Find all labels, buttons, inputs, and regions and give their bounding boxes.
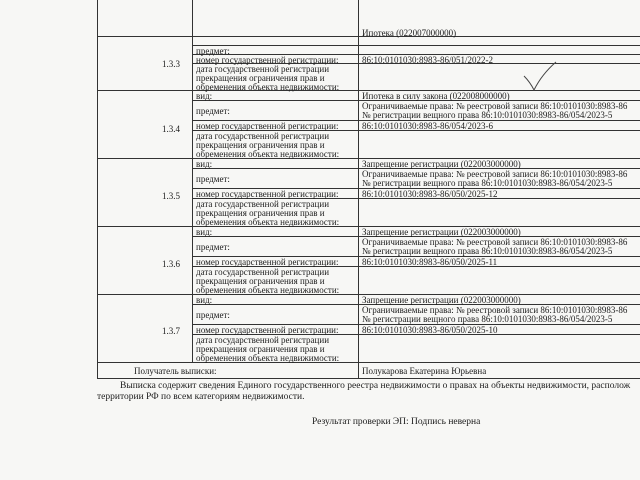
field-value-predmet: Ограничиваемые права: № реестровой записи 86:10:0101030:8983-86 <box>362 305 628 315</box>
field-label-vid: вид: <box>196 91 213 101</box>
field-value-vid: Запрещение регистрации (022003000000) <box>362 159 521 169</box>
field-label-data: прекращения ограничения прав и <box>196 344 325 354</box>
field-label-predmet: предмет: <box>196 174 230 184</box>
section-number: 1.3.3 <box>162 59 180 69</box>
field-label-data: обременения объекта недвижимости: <box>196 217 340 227</box>
field-label-nomer: номер государственной регистрации: <box>196 257 339 267</box>
field-value-predmet: № регистрации вещного права 86:10:0101030:8983-86/054/2023-5 <box>362 110 613 120</box>
field-label-data: дата государственной регистрации <box>196 267 330 277</box>
field-value-predmet: Ограничиваемые права: № реестровой записи 86:10:0101030:8983-86 <box>362 237 628 247</box>
field-value-vid: Запрещение регистрации (022003000000) <box>362 227 521 237</box>
field-label-predmet: предмет: <box>196 46 230 56</box>
field-label-vid: вид: <box>196 159 213 169</box>
field-value-predmet: № регистрации вещного права 86:10:0101030:8983-86/054/2023-5 <box>362 314 613 324</box>
field-label-data: прекращения ограничения прав и <box>196 140 325 150</box>
row-line-recipient <box>97 362 640 363</box>
field-value-nomer: 86:10:0101030:8983-86/051/2022-2 <box>362 55 493 65</box>
section-number: 1.3.4 <box>162 124 180 134</box>
field-label-data: обременения объекта недвижимости: <box>196 149 340 159</box>
recipient-name: Полукарова Екатерина Юрьевна <box>362 366 487 376</box>
signature-check-result: Результат проверки ЭП: Подпись неверна <box>312 417 481 427</box>
field-label-data: прекращения ограничения прав и <box>196 208 325 218</box>
inner-row <box>192 45 640 46</box>
field-label-data: обременения объекта недвижимости: <box>196 353 340 363</box>
field-value-predmet: Ограничиваемые права: № реестровой записи 86:10:0101030:8983-86 <box>362 169 628 179</box>
footer-statement-line1: Выписка содержит сведения Единого государственного реестра недвижимости о правах на объекты недвижимости, располож <box>120 381 631 391</box>
field-label-vid: вид: <box>196 295 213 305</box>
field-label-predmet: предмет: <box>196 242 230 252</box>
field-label-predmet: предмет: <box>196 310 230 320</box>
field-label-data: обременения объекта недвижимости: <box>196 82 340 92</box>
field-value-vid: Ипотека в силу закона (022008000000) <box>362 91 510 101</box>
section-number: 1.3.7 <box>162 326 180 336</box>
field-label-data: дата государственной регистрации <box>196 335 330 345</box>
field-value-predmet: Ограничиваемые права: № реестровой записи 86:10:0101030:8983-86 <box>362 101 628 111</box>
section-number: 1.3.6 <box>162 259 180 269</box>
field-label-vid: вид: <box>196 227 213 237</box>
field-label-data: прекращения ограничения прав и <box>196 73 325 83</box>
field-label-nomer: номер государственной регистрации: <box>196 189 339 199</box>
field-value-vid: Запрещение регистрации (022003000000) <box>362 295 521 305</box>
row-line-bottom <box>97 378 640 379</box>
field-label-predmet: предмет: <box>196 106 230 116</box>
field-value-vid: Ипотека (022007000000) <box>362 28 457 38</box>
field-label-nomer: номер государственной регистрации: <box>196 55 339 65</box>
section-number: 1.3.5 <box>162 191 180 201</box>
handwritten-check-mark <box>520 60 560 94</box>
field-label-data: дата государственной регистрации <box>196 199 330 209</box>
field-value-nomer: 86:10:0101030:8983-86/050/2025-10 <box>362 325 498 335</box>
recipient-label: Получатель выписки: <box>134 366 217 376</box>
field-value-nomer: 86:10:0101030:8983-86/050/2025-12 <box>362 189 498 199</box>
col-line-left <box>97 0 98 378</box>
field-value-nomer: 86:10:0101030:8983-86/054/2023-6 <box>362 121 493 131</box>
field-label-data: дата государственной регистрации <box>196 131 330 141</box>
field-value-nomer: 86:10:0101030:8983-86/050/2025-11 <box>362 257 498 267</box>
field-label-nomer: номер государственной регистрации: <box>196 121 339 131</box>
field-value-predmet: № регистрации вещного права 86:10:0101030:8983-86/054/2023-5 <box>362 246 613 256</box>
col-line-value <box>358 0 359 378</box>
field-label-nomer: номер государственной регистрации: <box>196 325 339 335</box>
field-value-predmet: № регистрации вещного права 86:10:0101030:8983-86/054/2023-5 <box>362 178 613 188</box>
footer-statement-line2: территории РФ по всем категориям недвижимости. <box>97 392 305 402</box>
field-label-data: прекращения ограничения прав и <box>196 276 325 286</box>
field-label-data: дата государственной регистрации <box>196 64 330 74</box>
field-label-data: обременения объекта недвижимости: <box>196 285 340 295</box>
